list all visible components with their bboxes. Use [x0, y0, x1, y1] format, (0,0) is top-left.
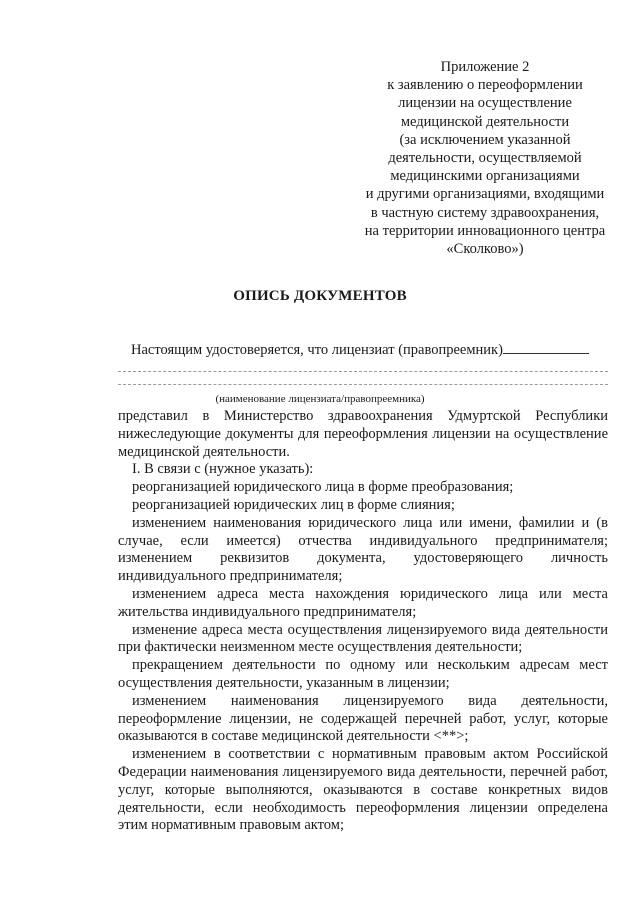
appendix-line: в частную систему здравоохранения, — [370, 204, 600, 221]
certification-line — [131, 341, 589, 359]
presented-paragraph: представил в Министерство здравоохранения Удмуртской Республики нижеследующие документы для переоформления лицензии на осуществление медицинской деятельности. — [118, 408, 608, 460]
appendix-line: лицензии на осуществление — [398, 95, 572, 112]
appendix-line: (за исключением указанной — [399, 131, 571, 148]
reason-item: реорганизацией юридических лиц в форме слияния; — [132, 496, 455, 513]
appendix-line: Приложение 2 — [440, 59, 530, 75]
appendix-line: медицинской деятельности — [400, 113, 570, 130]
appendix-line: и другими организациями, входящими — [365, 186, 605, 203]
certification-text: Настоящим удостоверяется, что лицензиат (правопреемник) — [131, 342, 503, 358]
reason-item: изменением адреса места нахождения юридического лица или места жительства индивидуального предпринимателя; — [118, 585, 608, 620]
licensee-name-blank — [503, 341, 589, 354]
appendix-line: на территории инновационного центра — [364, 222, 606, 239]
reason-item: прекращением деятельности по одному или нескольким адресам мест осуществления деятельности, указанным в лицензии; — [118, 657, 608, 691]
section-heading: I. В связи с (нужное указать): — [132, 461, 314, 478]
reason-item: изменением наименования лицензируемого вида деятельности, переоформление лицензии, не содержащей перечней работ, услуг, которые оказываются в составе медицинской деятельности <**>; — [118, 692, 608, 745]
licensee-name-rule — [118, 384, 608, 385]
reason-item: изменение адреса места осуществления лицензируемого вида деятельности при фактически неизменном месте осуществления деятельности; — [118, 621, 608, 656]
appendix-line: медицинскими организациями — [390, 168, 580, 185]
licensee-caption: (наименование лицензиата/правопреемника) — [215, 393, 425, 405]
appendix-header — [350, 58, 620, 258]
appendix-line: «Сколково») — [446, 241, 524, 258]
appendix-line: деятельности, осуществляемой — [388, 150, 582, 167]
document-body — [118, 408, 608, 835]
reason-item: реорганизацией юридического лица в форме преобразования; — [132, 479, 514, 496]
appendix-line: к заявлению о переоформлении — [387, 77, 583, 94]
reason-item: изменением в соответствии с нормативным правовым актом Российской Федерации наименования лицензируемого вида деятельности, перечней работ, услуг, которые выполняются, оказываются в составе конкретных видов деятельности, если необходимость переоформления лицензии определена этим нормативным правовым актом; — [118, 746, 608, 834]
document-title: ОПИСЬ ДОКУМЕНТОВ — [233, 288, 407, 304]
licensee-name-rule — [118, 371, 608, 372]
reason-item: изменением наименования юридического лица или имени, фамилии и (в случае, если имеется) отчества индивидуального предпринимателя; изменением реквизитов документа, удостоверяющего личность индивидуального предпринимателя; — [118, 514, 608, 585]
